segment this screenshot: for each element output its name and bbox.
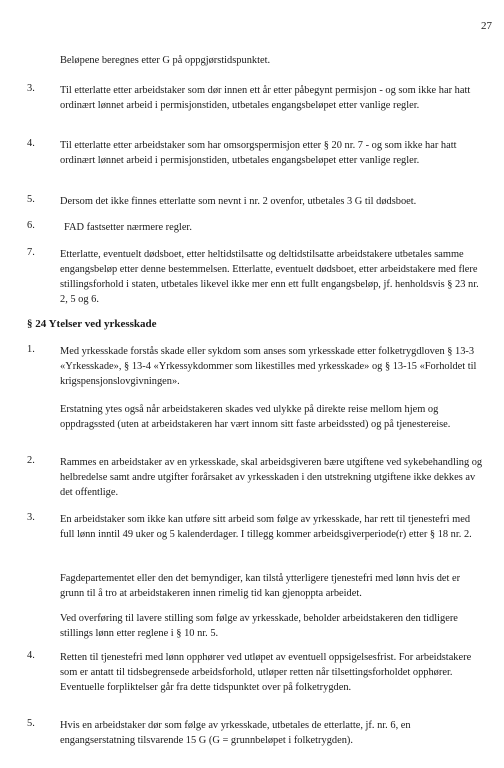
item-number: 7. [27, 247, 35, 258]
item-text: Dersom det ikke finnes etterlatte som nevnt i nr. 2 ovenfor, utbetales 3 G til dødsboet. [60, 196, 417, 207]
item-number: 3. [27, 512, 35, 523]
item-text: Med yrkesskade forstås skade eller sykdom som anses som yrkesskade etter folketrygdloven § 13-3 «Yrkesskade», § 13-4 «Yrkessykdommer som likestilles med yrkesskade» og § 13-15 «Forholdet til krigspensjonslovgivningen». [60, 346, 477, 387]
item-text: FAD fastsetter nærmere regler. [64, 222, 192, 233]
item-text: Til etterlatte etter arbeidstaker som har omsorgspermisjon etter § 20 nr. 7 - og som ikke har hatt ordinært lønnet arbeid i permisjonstiden, utbetales engangsbeløpet etter vanlige regler. [60, 140, 457, 166]
item-number: 4. [27, 138, 35, 149]
page-number: 27 [481, 20, 492, 32]
item-text: Hvis en arbeidstaker dør som følge av yrkesskade, utbetales de etterlatte, jf. nr. 6, en engangserstatning tilsvarende 15 G (G = grunnbeløpet i folketrygden). [60, 720, 411, 746]
item-number: 2. [27, 455, 35, 466]
section-heading: § 24 Ytelser ved yrkesskade [27, 318, 157, 330]
item-text: Retten til tjenestefri med lønn opphører ved utløpet av eventuell oppsigelsesfrist. For arbeidstakere som er antatt til tidsbegrensede arbeidsforhold, utløper retten når tilsettingsforholdet opphører. Eventuelle forpliktelser går fra dette tidspunktet over på folketrygden. [60, 652, 472, 693]
item-text: Til etterlatte etter arbeidstaker som dør innen ett år etter påbegynt permisjon - og som ikke har hatt ordinært lønnet arbeid i permisjonstiden, utbetales engangsbeløpet etter vanlige regler. [60, 85, 471, 111]
item-number: 3. [27, 83, 35, 94]
paragraph: Fagdepartementet eller den det bemyndiger, kan tilstå ytterligere tjenestefri med lønn hvis det er grunn til å tro at arbeidstakeren innen rimelig tid kan gjenoppta arbeidet. [60, 573, 461, 599]
item-number: 4. [27, 650, 35, 661]
item-text: Etterlatte, eventuelt dødsboet, etter heltidstilsatte og deltidstilsatte arbeidstakere utbetales samme engangsbeløp etter denne bestemmelsen. Etterlatte, eventuelt dødsboet, etter arbeidstakere med flere stillingsforhold i staten, utbetales likevel ikke mer enn ett fullt engangsbeløp, jf. henholdsvis § 23 nr. 2, 5 og 6. [60, 249, 479, 305]
item-number: 5. [27, 194, 35, 205]
item-number: 6. [27, 220, 35, 231]
item-text: Rammes en arbeidstaker av en yrkesskade, skal arbeidsgiveren bære utgiftene ved sykebehandling og helbredelse samt andre utgifter forårsaket av yrkesskaden i den utstrekning utgiftene ikke dekkes av det offentlige. [60, 457, 483, 498]
item-number: 1. [27, 344, 35, 355]
paragraph: Erstatning ytes også når arbeidstakeren skades ved ulykke på direkte reise mellom hjem og oppdragssted (uten at arbeidstakeren har vært innom sitt faste arbeidssted) og på tjenestereise. [60, 404, 451, 430]
item-text: En arbeidstaker som ikke kan utføre sitt arbeid som følge av yrkesskade, har rett til tjenestefri med full lønn inntil 49 uker og 5 kalenderdager. I tillegg kommer arbeidsgiverperiode(r) etter § 18 nr. 2. [60, 514, 472, 540]
item-number: 5. [27, 718, 35, 729]
intro-paragraph: Beløpene beregnes etter G på oppgjørstidspunktet. [60, 55, 271, 66]
paragraph: Ved overføring til lavere stilling som følge av yrkesskade, beholder arbeidstakeren den tidligere stillings lønn etter reglene i § 10 nr. 5. [60, 613, 458, 639]
